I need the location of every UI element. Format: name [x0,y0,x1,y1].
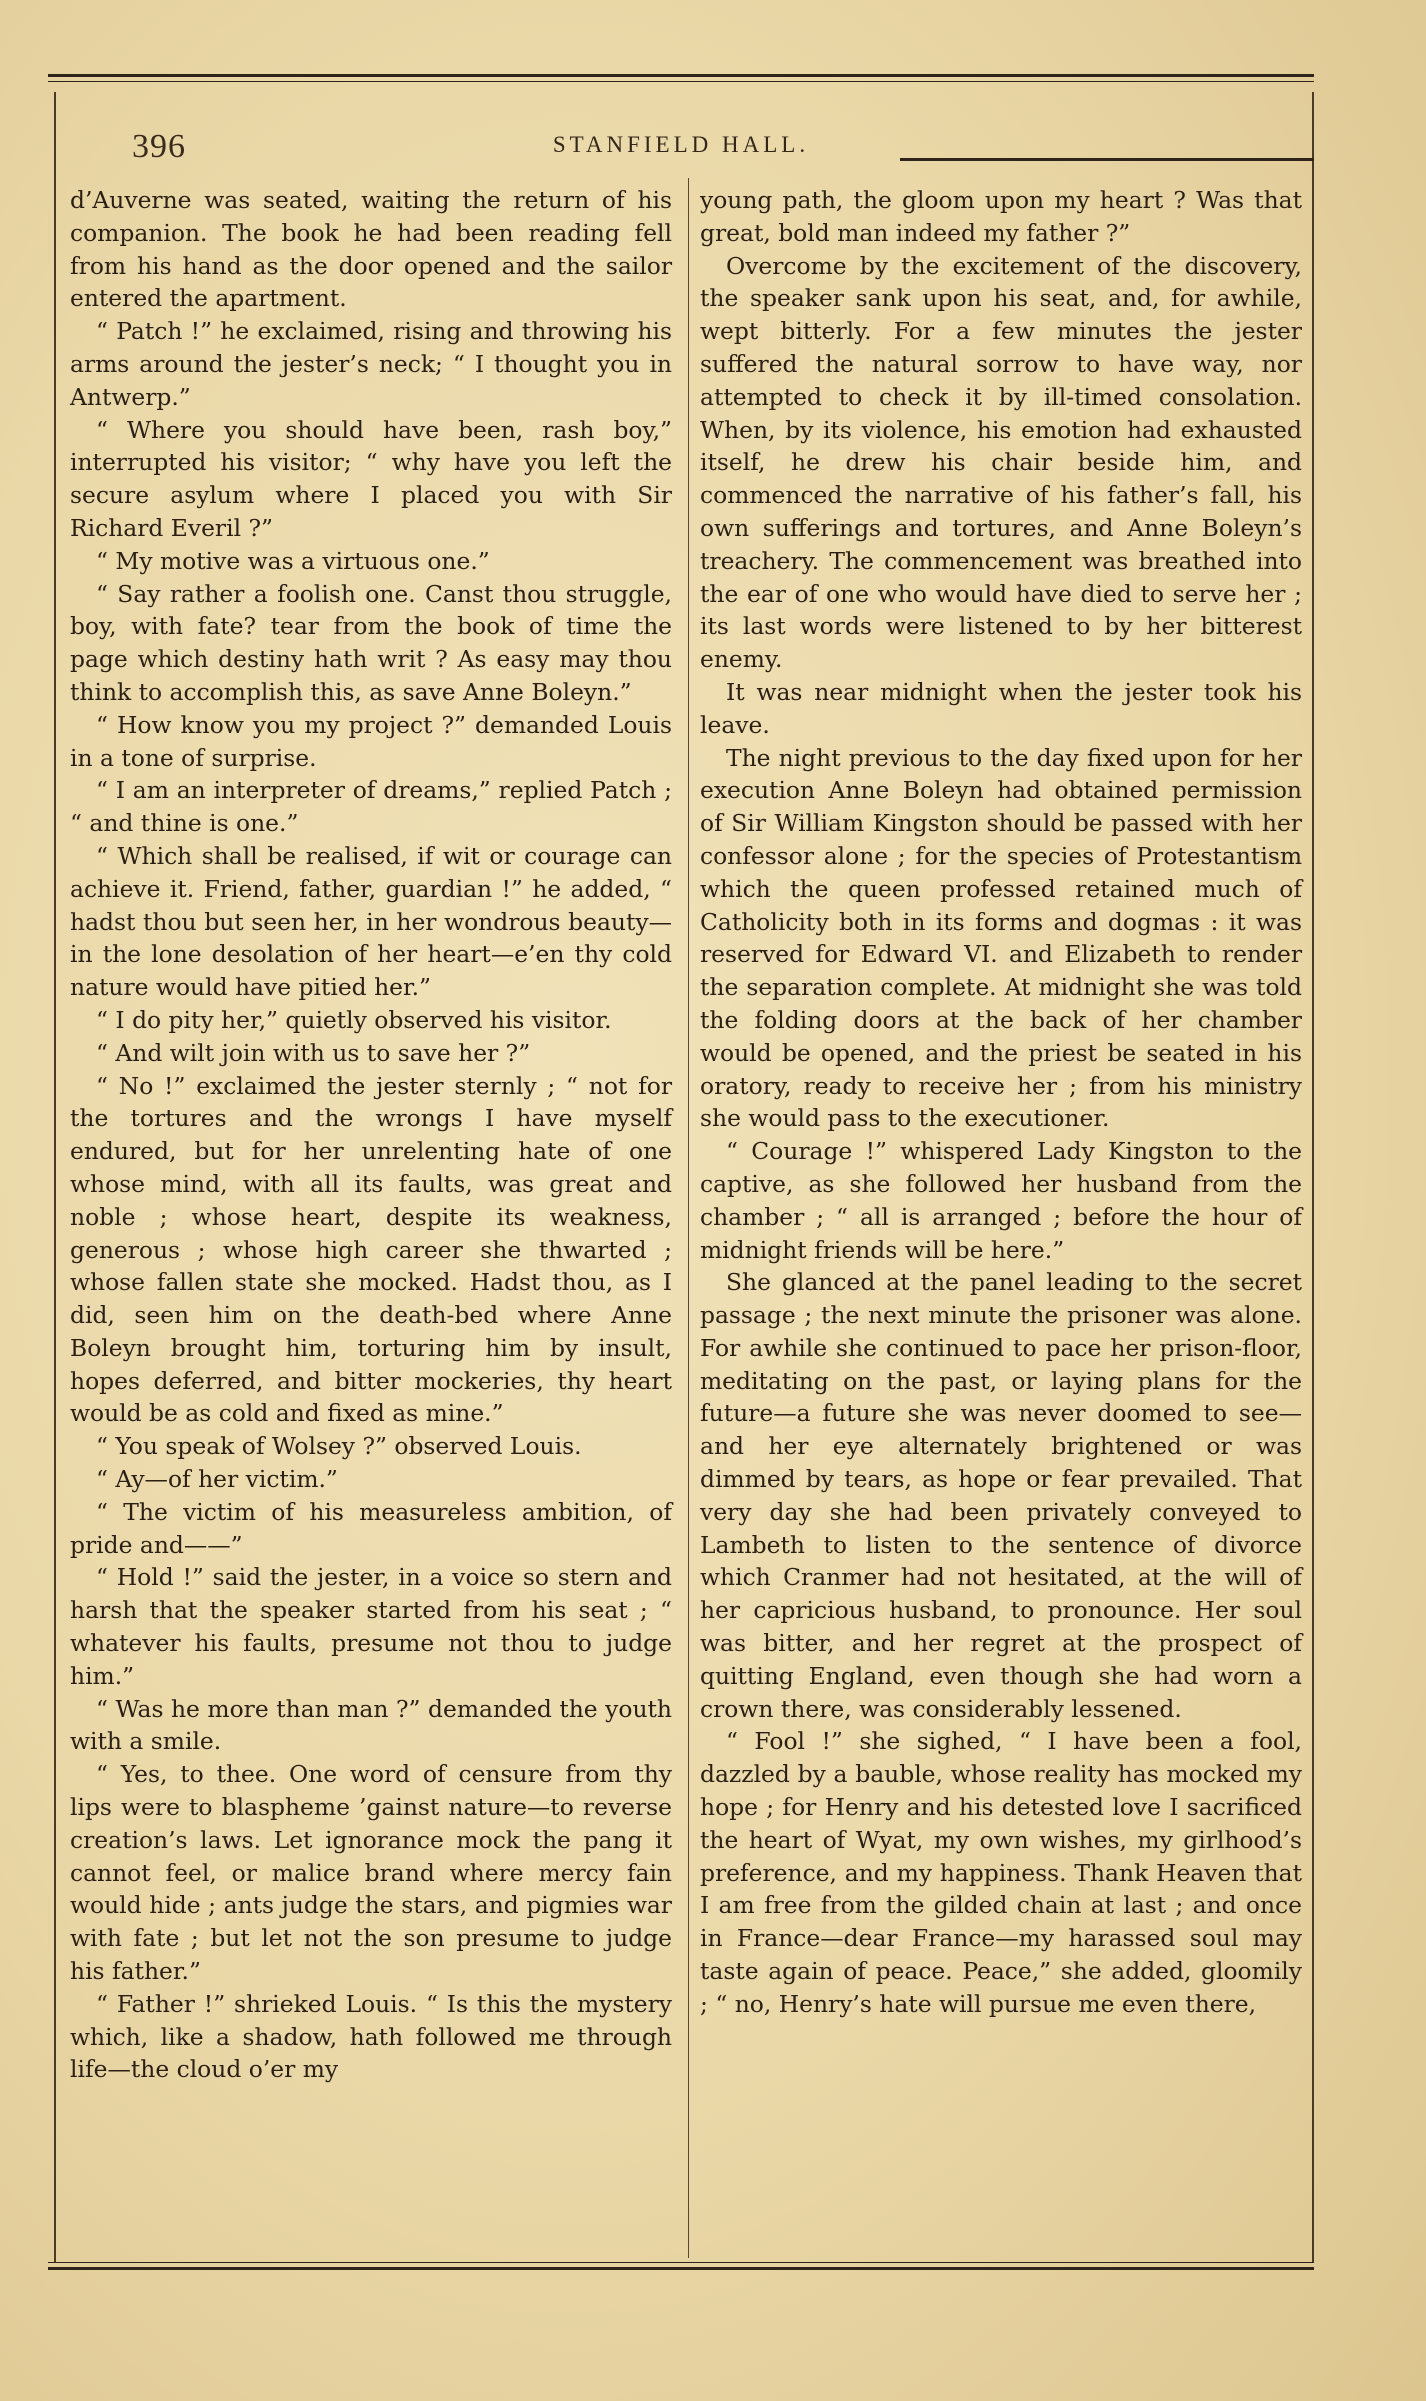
paragraph: “ Fool !” she sighed, “ I have been a fool, dazzled by a bauble, whose reality has mocked my hope ; for Henry and his detested love I sacrificed the heart of Wyat, my own wishes, my girlhood’s preference, and my happiness. Thank Heaven that I am free from the gilded chain at last ; and once in France—dear France—my harassed soul may taste again of peace. Peace,” she added, gloomily ; “ no, Henry’s hate will pursue me even there, [700,1727,1302,2018]
paragraph: “ Was he more than man ?” demanded the youth with a smile. [70,1694,672,1756]
paragraph: The night previous to the day fixed upon for her execution Anne Boleyn had obtained permission of Sir William Kingston should be passed with her confessor alone ; for the species of Protestantism which the queen professed retained much of Catholicity both in its forms and dogmas : it was reserved for Edward VI. and Elizabeth to render the separation complete. At midnight she was told the folding doors at the back of her chamber would be opened, and the priest be seated in his oratory, ready to receive her ; from his ministry she would pass to the executioner. [700,743,1302,1133]
header-rule [900,158,1314,161]
paragraph: “ Where you should have been, rash boy,” interrupted his visitor; “ why have you left the secure asylum where I placed you with Sir Richard Everil ?” [70,415,672,542]
column-separator [688,178,689,2258]
right-column [700,184,1302,2021]
running-title: STANFIELD HALL. [552,132,810,157]
page-number: 396 [132,128,186,165]
paragraph: “ No !” exclaimed the jester sternly ; “ not for the tortures and the wrongs I have myself endured, but for her unrelenting hate of one whose mind, with all its faults, was great and noble ; whose heart, despite its weakness, generous ; whose high career she thwarted ; whose fallen state she mocked. Hadst thou, as I did, seen him on the death-bed where Anne Boleyn brought him, torturing him by insult, hopes deferred, and bitter mockeries, thy heart would be as cold and fixed as mine.” [70,1071,672,1428]
paragraph: “ I am an interpreter of dreams,” replied Patch ; “ and thine is one.” [70,776,672,838]
paragraph: “ Father !” shrieked Louis. “ Is this the mystery which, like a shadow, hath followed me through life—the cloud o’er my [70,1989,672,2084]
paragraph: “ Say rather a foolish one. Canst thou struggle, boy, with fate? tear from the book of time the page which destiny hath writ ? As easy may thou think to accomplish this, as save Anne Boleyn.” [70,579,672,706]
top-rule [48,74,1314,82]
paragraph: “ How know you my project ?” demanded Louis in a tone of surprise. [70,710,672,772]
paragraph: “ The victim of his measureless ambition, of pride and——” [70,1497,672,1559]
paragraph: “ Hold !” said the jester, in a voice so stern and harsh that the speaker started from his seat ; “ whatever his faults, presume not thou to judge him.” [70,1563,672,1690]
paragraph: “ Yes, to thee. One word of censure from thy lips were to blaspheme ’gainst nature—to reverse creation’s laws. Let ignorance mock the pang it cannot feel, or malice brand where mercy fain would hide ; ants judge the stars, and pigmies war with fate ; but let not the son presume to judge his father.” [70,1760,672,1986]
paragraph: young path, the gloom upon my heart ? Was that great, bold man indeed my father ?” [700,186,1302,247]
left-column [70,184,672,2086]
page-header [48,112,1314,165]
paragraph: “ And wilt join with us to save her ?” [96,1038,531,1067]
paragraph: It was near midnight when the jester took his leave. [700,677,1302,739]
paragraph: “ Which shall be realised, if wit or courage can achieve it. Friend, father, guardian !” he added, “ hadst thou but seen her, in her wondrous beauty—in the lone desolation of her heart—e’en thy cold nature would have pitied her.” [70,841,672,1002]
paragraph: Overcome by the excitement of the discovery, the speaker sank upon his seat, and, for awhile, wept bitterly. For a few minutes the jester suffered the natural sorrow to have way, nor attempted to check it by ill-timed consolation. When, by its violence, his emotion had exhausted itself, he drew his chair beside him, and commenced the narrative of his father’s fall, his own sufferings and tortures, and Anne Boleyn’s treachery. The commencement was breathed into the ear of one who would have died to serve her ; its last words were listened to by her bitterest enemy. [700,251,1302,674]
paragraph: “ I do pity her,” quietly observed his visitor. [96,1005,612,1034]
paragraph: “ Courage !” whispered Lady Kingston to the captive, as she followed her husband from the chamber ; “ all is arranged ; before the hour of midnight friends will be here.” [700,1137,1302,1264]
bottom-rule [48,2262,1314,2270]
paragraph: “ You speak of Wolsey ?” observed Louis. [96,1432,582,1461]
right-frame-rule [1312,92,1314,2262]
paragraph: d’Auverne was seated, waiting the return of his companion. The book he had been reading fell from his hand as the door opened and the sailor entered the apartment. [70,186,672,313]
paragraph: “ Ay—of her victim.” [96,1465,338,1494]
paragraph: “ My motive was a virtuous one.” [96,546,490,575]
left-frame-rule [54,92,56,2262]
paragraph: She glanced at the panel leading to the secret passage ; the next minute the prisoner was alone. For awhile she continued to pace her prison-floor, meditating on the past, or laying plans for the future—a future she was never doomed to see—and her eye alternately brightened or was dimmed by tears, as hope or fear prevailed. That very day she had been privately conveyed to Lambeth to listen to the sentence of divorce which Cranmer had not hesitated, at the will of her capricious husband, to pronounce. Her soul was bitter, and her regret at the prospect of quitting England, even though she had worn a crown there, was considerably lessened. [700,1268,1302,1723]
paragraph: “ Patch !” he exclaimed, rising and throwing his arms around the jester’s neck; “ I thought you in Antwerp.” [70,317,672,411]
